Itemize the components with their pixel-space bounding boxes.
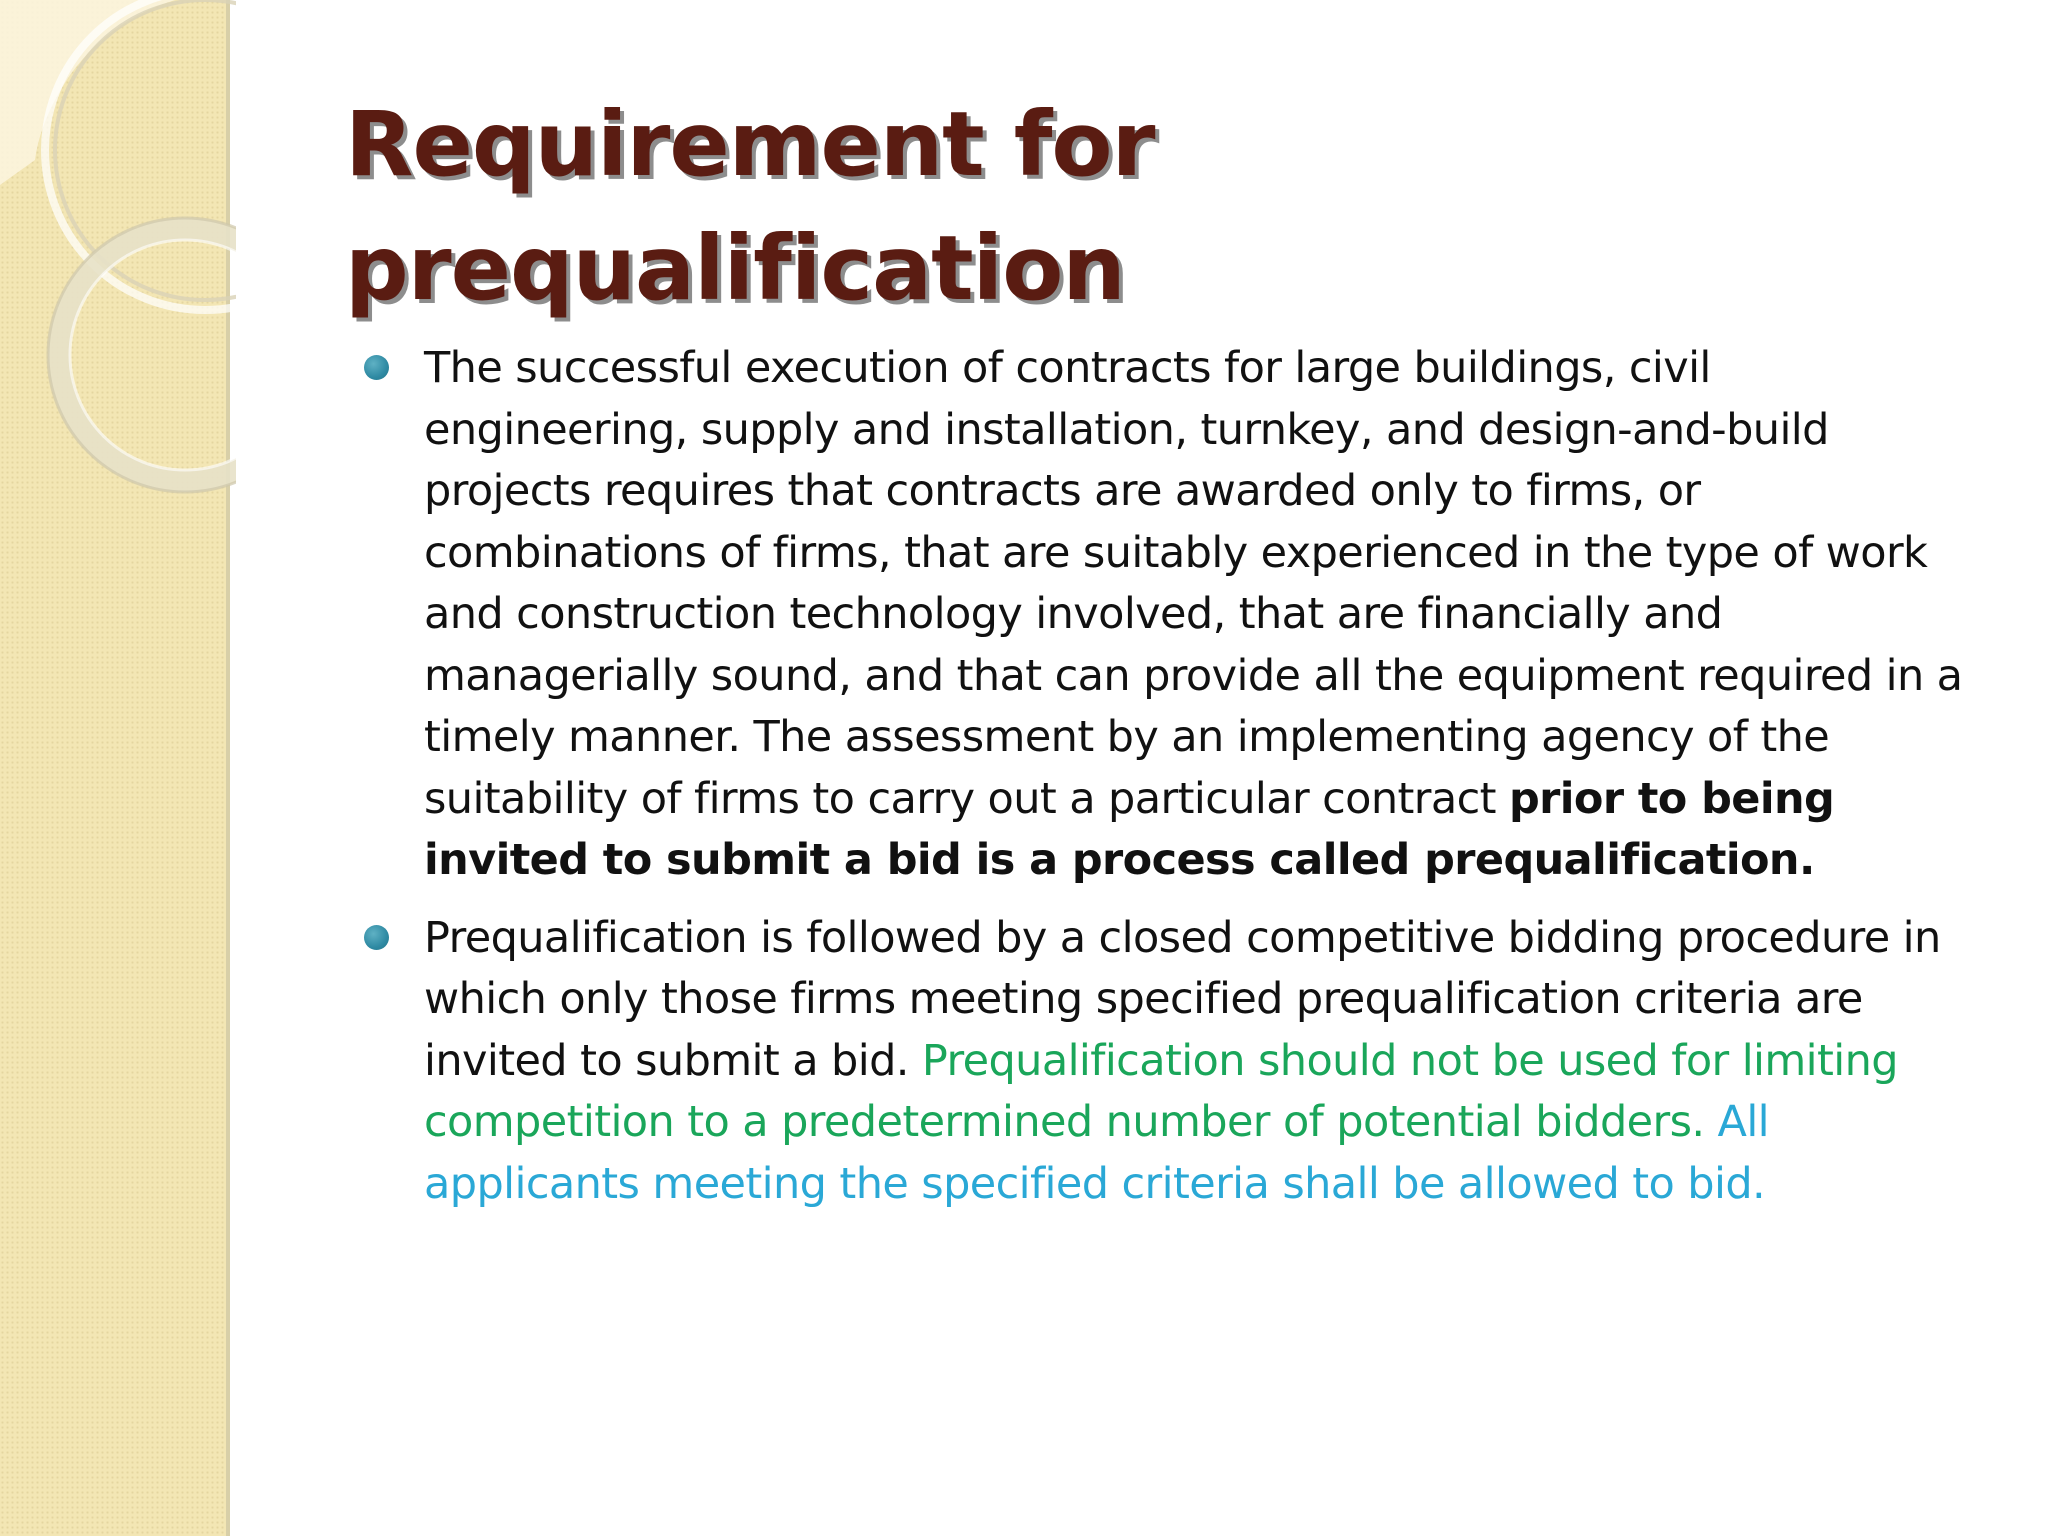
title-line-2: prequalification [345, 216, 1125, 320]
slide-title [345, 82, 1845, 330]
title-line-1: Requirement for [345, 92, 1155, 196]
decorative-rings [0, 0, 236, 520]
bullet-2-text: Prequalification is followed by a closed competitive bidding procedure in which only those firms meeting specified prequalification criteria are invited to submit a bid. [424, 912, 1941, 1086]
ring-small-shadow [48, 218, 236, 492]
ring-small [59, 229, 236, 481]
bullet-item-1 [360, 338, 1980, 892]
bullet-2-green-text: Prequalification should not be used for limiting competition to a predetermined number of potential bidders. [424, 1035, 1898, 1147]
bullet-dot-icon [364, 355, 389, 380]
bullet-item-2 [360, 908, 1980, 1216]
bullet-dot-icon [364, 925, 389, 950]
corner-highlight [0, 0, 175, 185]
bullet-1-text: The successful execution of contracts for large buildings, civil engineering, supply and installation, turnkey, and design-and-build projects requires that contracts are awarded only to firms, or combinations of firms, that are suitably experienced in the type of work and construction technology involved, that are financially and managerially sound, and that can provide all the equipment required in a timely manner. The assessment by an implementing agency of the suitability of firms to carry out a particular contract [424, 343, 1963, 824]
bullet-list [360, 338, 1980, 1231]
bullet-2-blue-text: All applicants meeting the specified criteria shall be allowed to bid. [424, 1097, 1770, 1209]
bullet-1-bold-text: prior to being invited to submit a bid is a process called prequalification. [424, 773, 1835, 885]
